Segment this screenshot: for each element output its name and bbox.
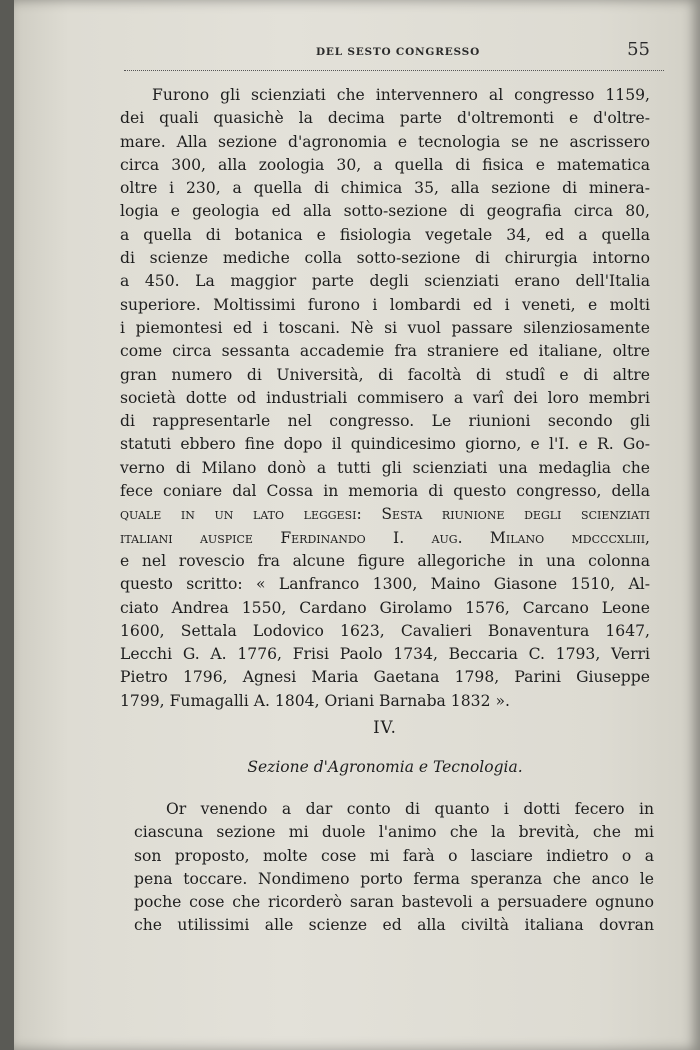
text-line: mare. Alla sezione d'agronomia e tecnologia se ne ascrissero xyxy=(120,132,650,151)
text-line: oltre i 230, a quella di chimica 35, alla sezione di minera- xyxy=(120,179,650,198)
text-line: ciato Andrea 1550, Cardano Girolamo 1576, Carcano Leone xyxy=(120,598,650,617)
text-line: statuti ebbero fine dopo il quindicesimo giorno, e l'I. e R. Go- xyxy=(120,435,650,454)
text-line: a 450. La maggior parte degli scienziati erano dell'Italia xyxy=(120,272,650,291)
text-line: quale in un lato leggesi: Sesta riunione degli scienziati xyxy=(120,505,650,524)
text-line: pena toccare. Nondimeno porto ferma speranza che anco le xyxy=(134,869,654,888)
text-line: circa 300, alla zoologia 30, a quella di fisica e matematica xyxy=(120,155,650,174)
text-line: e nel rovescio fra alcune figure allegoriche in una colonna xyxy=(120,551,650,570)
book-page xyxy=(14,0,700,1050)
paragraph-2 xyxy=(134,798,654,938)
paragraph-1 xyxy=(120,84,650,713)
text-line: 1799, Fumagalli A. 1804, Oriani Barnaba 1832 ». xyxy=(120,691,510,710)
text-line: ciascuna sezione mi duole l'animo che la brevità, che mi xyxy=(134,823,654,842)
page-header xyxy=(124,36,654,76)
text-line: di scienze mediche colla sotto-sezione di chirurgia intorno xyxy=(120,249,650,268)
running-head: DEL SESTO CONGRESSO xyxy=(316,46,481,58)
section-number: IV. xyxy=(373,718,397,737)
text-line: Or venendo a dar conto di quanto i dotti fecero in xyxy=(166,800,654,818)
text-line: che utilissimi alle scienze ed alla civiltà italiana dovran xyxy=(134,916,654,935)
header-rule xyxy=(124,70,664,71)
text-line: verno di Milano donò a tutti gli scienziati una medaglia che xyxy=(120,458,650,477)
text-line: Pietro 1796, Agnesi Maria Gaetana 1798, Parini Giuseppe xyxy=(120,668,650,687)
page-number: 55 xyxy=(627,39,650,60)
text-line: gran numero di Università, di facoltà di studî e di altre xyxy=(120,365,650,384)
text-line: fece coniare dal Cossa in memoria di questo congresso, della xyxy=(120,482,650,501)
text-line: logia e geologia ed alla sotto-sezione di geografia circa 80, xyxy=(120,202,650,221)
text-line: a quella di botanica e fisiologia vegetale 34, ed a quella xyxy=(120,225,650,244)
text-line: dei quali quasichè la decima parte d'oltremonti e d'oltre- xyxy=(120,109,650,128)
section-title: Sezione d'Agronomia e Tecnologia. xyxy=(247,758,523,776)
text-line: 1600, Settala Lodovico 1623, Cavalieri Bonaventura 1647, xyxy=(120,621,650,640)
text-line: i piemontesi ed i toscani. Nè si vuol passare silenziosamente xyxy=(120,318,650,337)
text-line: italiani auspice Ferdinando I. aug. Milano mdcccxliii, xyxy=(120,528,650,547)
text-line: Furono gli scienziati che intervennero al congresso 1159, xyxy=(152,86,650,104)
text-line: questo scritto: « Lanfranco 1300, Maino Giasone 1510, Al- xyxy=(120,575,650,594)
text-line: poche cose che ricorderò saran bastevoli a persuadere ognuno xyxy=(134,893,654,912)
text-line: Lecchi G. A. 1776, Frisi Paolo 1734, Beccaria C. 1793, Verri xyxy=(120,645,650,664)
text-line: società dotte od industriali commisero a varî dei loro membri xyxy=(120,388,650,407)
text-line: superiore. Moltissimi furono i lombardi ed i veneti, e molti xyxy=(120,295,650,314)
text-line: come circa sessanta accademie fra straniere ed italiane, oltre xyxy=(120,342,650,361)
text-line: di rappresentarle nel congresso. Le riunioni secondo gli xyxy=(120,412,650,431)
text-line: son proposto, molte cose mi farà o lasciare indietro o a xyxy=(134,846,654,865)
